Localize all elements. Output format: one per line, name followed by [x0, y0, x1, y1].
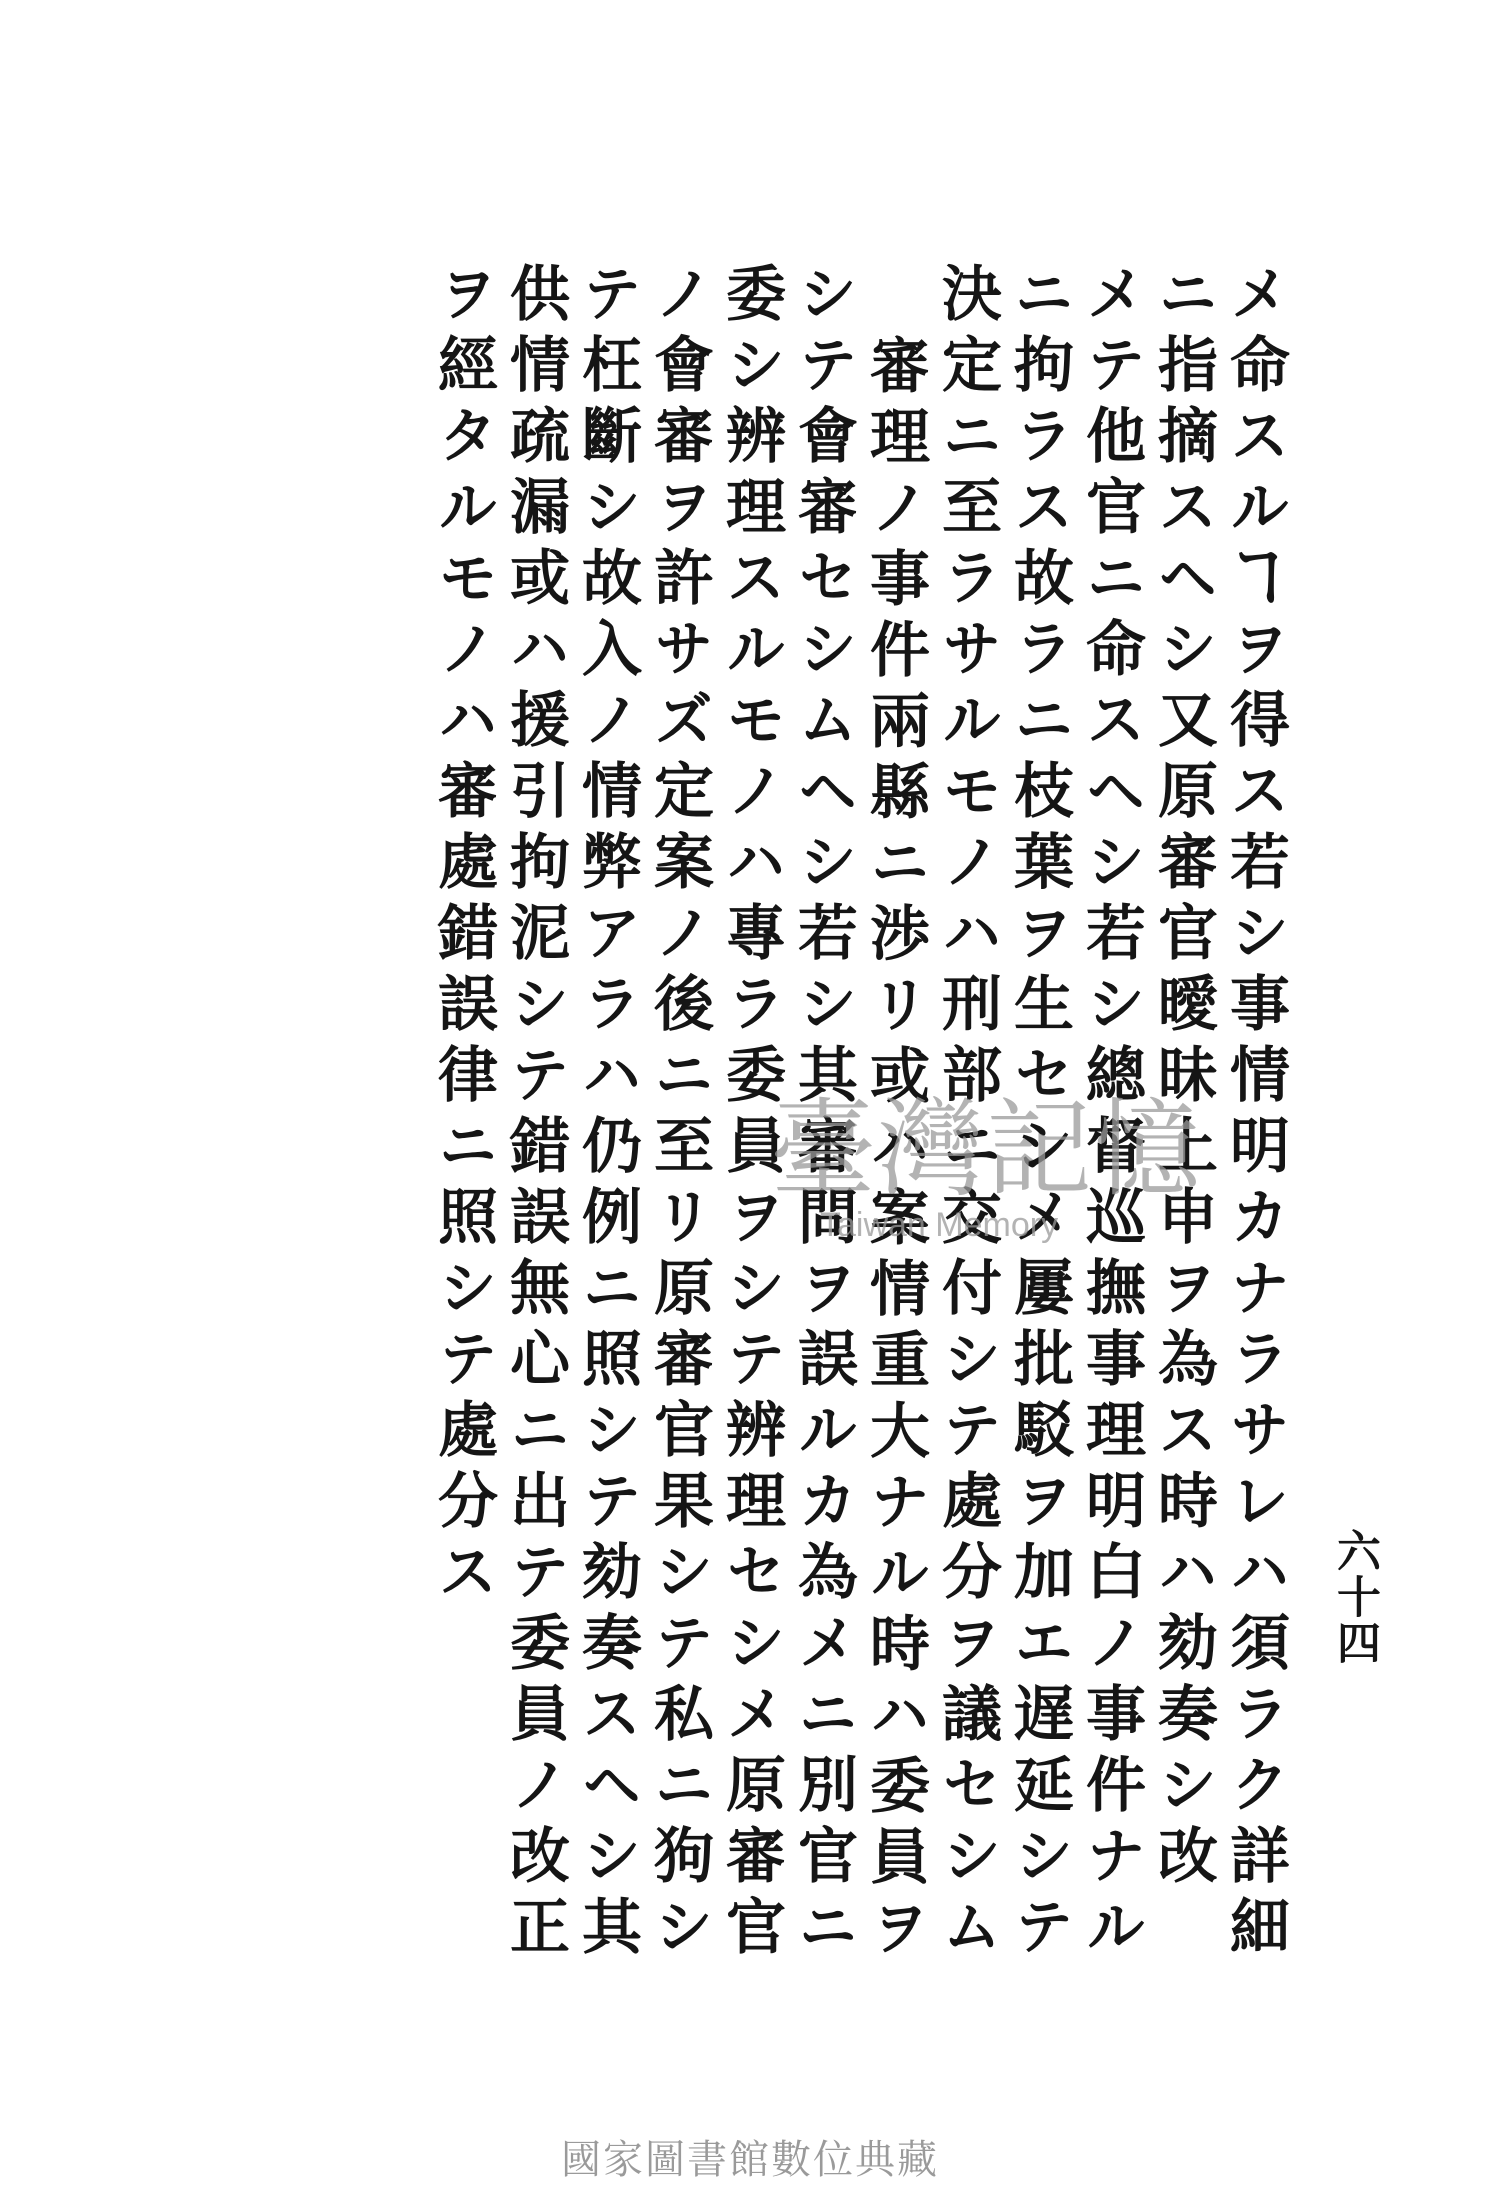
text-column-7: シテ會審セシムヘシ若シ其審問ヲ誤ルカ為メニ別官ニ	[788, 262, 858, 1966]
text-column-3: メテ他官ニ命スヘシ若シ總督巡撫事理明白ノ事件ナル	[1076, 262, 1146, 1966]
text-column-11: 供情疏漏或ハ援引拘泥シテ錯誤無心ニ出テ委員ノ改正	[500, 262, 570, 1966]
text-column-10: テ枉斷シ故入ノ情弊アラハ仍例ニ照シテ劾奏スヘシ其	[572, 262, 642, 1966]
footer-source: 國家圖書館數位典藏	[561, 2137, 939, 2183]
text-column-5: 決定ニ至ラサルモノハ刑部ニ交付シテ處分ヲ議セシム	[932, 262, 1002, 1966]
watermark-title: 臺灣記憶	[770, 1088, 1202, 1211]
text-column-8: 委シ辨理スルモノハ專ラ委員ヲシテ辨理セシメ原審官	[716, 262, 786, 1966]
watermark-subtitle: Taiwan Memory	[820, 1206, 1059, 1244]
text-column-2: ニ指摘スヘシ又原審官曖昧上申ヲ為ス時ハ劾奏シ改	[1148, 262, 1218, 1895]
text-column-1: メ命スルヿヲ得ス若シ事情明カナラサレハ須ラク詳細	[1220, 262, 1290, 1966]
page-number: 六十四	[1329, 1528, 1380, 1666]
text-column-12: ヲ經タルモノハ審處錯誤律ニ照シテ處分ス	[428, 262, 498, 1611]
text-column-9: ノ會審ヲ許サズ定案ノ後ニ至リ原審官果シテ私ニ狗シ	[644, 262, 714, 1966]
text-column-4: ニ拘ラス故ラニ枝葉ヲ生セシメ屢批駁ヲ加エ遅延シテ	[1004, 262, 1074, 1966]
text-column-6: 審理ノ事件兩縣ニ渉リ或ハ案情重大ナル時ハ委員ヲ	[860, 334, 930, 1967]
